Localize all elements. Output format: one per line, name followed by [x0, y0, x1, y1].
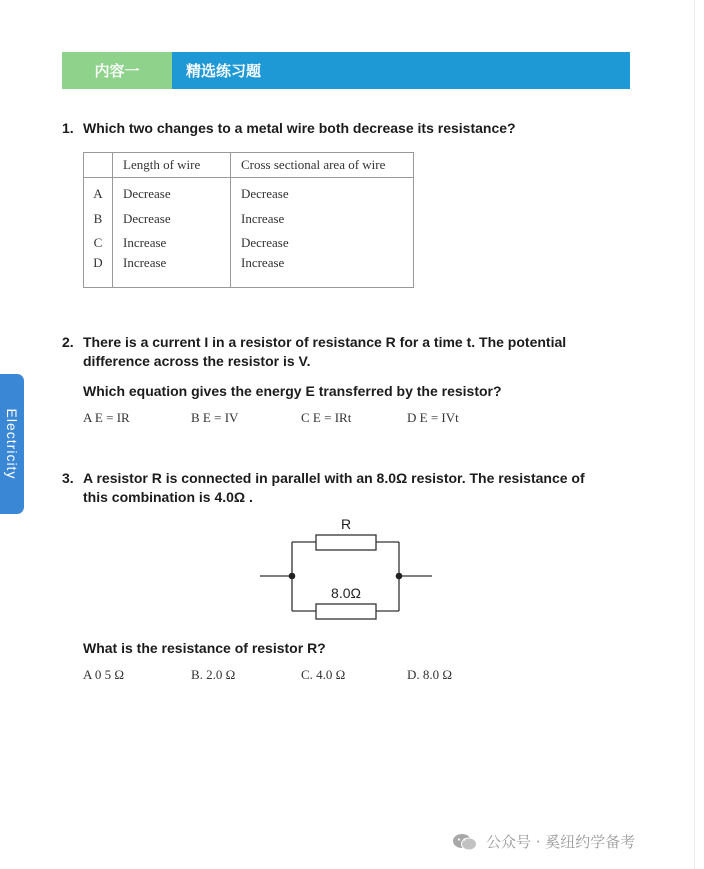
- watermark: [452, 831, 635, 852]
- q2-question: Which equation gives the energy E transferred by the resistor?: [83, 383, 502, 399]
- junction-node-left: [289, 573, 296, 580]
- table-row: [84, 207, 414, 231]
- resistor-r: [316, 535, 376, 550]
- q2-line1: There is a current I in a resistor of resistance R for a time t. The potential: [83, 334, 567, 350]
- resistor-8-label: 8.0Ω: [331, 585, 361, 601]
- parallel-circuit-diagram: [255, 512, 440, 622]
- table-cell: A: [84, 178, 113, 207]
- table-cell: Increase: [241, 210, 285, 226]
- q2-option-c: C E = IRt: [301, 410, 352, 425]
- q1-options-table: [83, 152, 414, 288]
- q2-option-a: A E = IR: [83, 410, 130, 425]
- q3-number: 3.: [62, 470, 74, 486]
- q3-question: What is the resistance of resistor R?: [83, 640, 326, 656]
- table-header-row: [84, 153, 414, 178]
- table-cell: Increase: [113, 231, 231, 255]
- resistor-r-label: R: [340, 516, 352, 532]
- table-cell: Increase: [241, 254, 285, 270]
- junction-node-right: [396, 573, 403, 580]
- table-cell: B: [84, 207, 113, 231]
- table-header-cell: Cross sectional area of wire: [231, 153, 414, 178]
- section-label: 内容一: [62, 52, 172, 89]
- side-tab-electricity[interactable]: [0, 374, 24, 514]
- q3-line1: A resistor R is connected in parallel with an 8.0Ω resistor. The resistance of: [83, 470, 585, 486]
- table-row: [84, 255, 414, 288]
- watermark-text: 公众号 · 奚纽约学备考: [486, 833, 636, 851]
- q3-option-c: C. 4.0 Ω: [301, 667, 346, 682]
- table-header-cell: Length of wire: [113, 153, 231, 178]
- q3-line2: this combination is 4.0Ω .: [83, 489, 253, 505]
- q2-number: 2.: [62, 334, 74, 350]
- table-header-cell: [84, 153, 113, 178]
- table-cell: Increase: [113, 255, 231, 288]
- q1-number: 1.: [62, 120, 74, 136]
- table-row: [84, 231, 414, 255]
- q2-option-d: D E = IVt: [407, 410, 459, 425]
- table-cell: Decrease: [241, 186, 289, 202]
- table-cell: Decrease: [241, 234, 289, 250]
- table-cell: C: [84, 231, 113, 255]
- table-cell: Decrease: [113, 207, 231, 231]
- q2-option-b: B E = IV: [191, 410, 239, 425]
- table-cell: D: [84, 255, 113, 288]
- section-header: [62, 52, 630, 89]
- q3-option-a: A 0 5 Ω: [83, 667, 125, 682]
- resistor-8-ohm: [316, 604, 376, 619]
- wechat-icon: [452, 832, 478, 852]
- q1-text: Which two changes to a metal wire both decrease its resistance?: [83, 120, 516, 136]
- q2-line2: difference across the resistor is V.: [83, 353, 311, 369]
- table-row: [84, 178, 414, 207]
- q3-option-d: D. 8.0 Ω: [407, 667, 453, 682]
- side-tab-label: Electricity: [4, 408, 20, 480]
- q3-option-b: B. 2.0 Ω: [191, 667, 236, 682]
- table-cell: Decrease: [113, 178, 231, 207]
- section-title: 精选练习题: [172, 52, 630, 89]
